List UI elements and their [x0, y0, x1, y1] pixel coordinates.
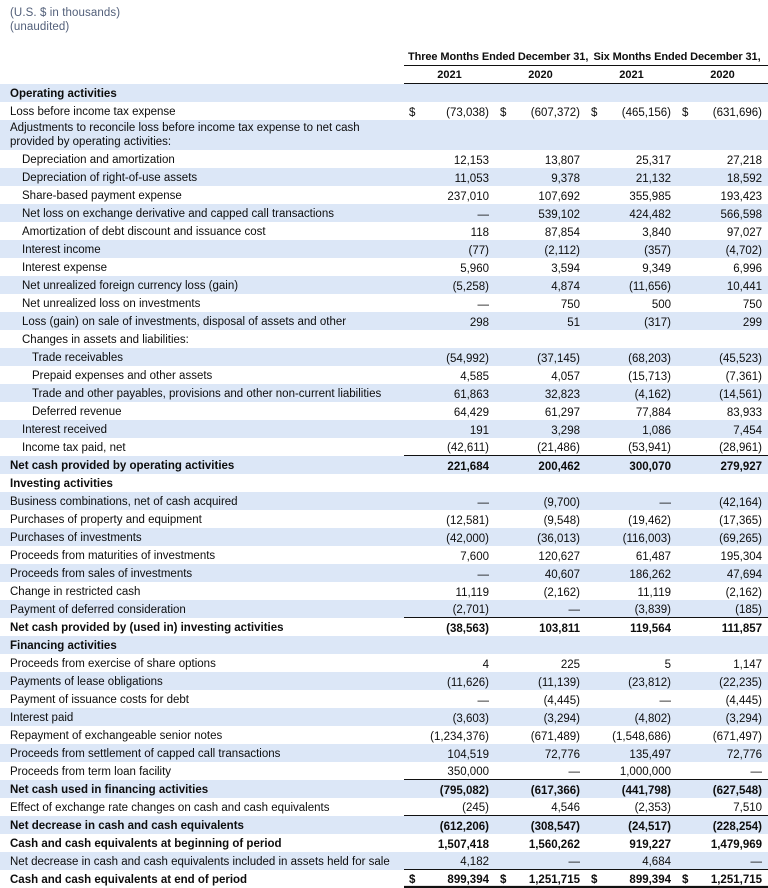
subtotal-label: Net cash used in financing activities: [0, 780, 404, 798]
value-cell: (795,082): [404, 780, 495, 798]
value-cell: 539,102: [495, 204, 586, 222]
table-row: [0, 618, 768, 636]
value-cell: 424,482: [586, 204, 677, 222]
row-label: Depreciation and amortization: [22, 153, 175, 166]
table-row: [0, 762, 768, 780]
row-label: Deferred revenue: [32, 405, 122, 418]
value-cell: (45,523): [677, 348, 768, 366]
value-cell: [495, 330, 586, 348]
table-row: [0, 258, 768, 276]
value-cell: 77,884: [635, 406, 671, 419]
table-row: [0, 708, 768, 726]
value-cell: (21,486): [537, 442, 580, 454]
value-cell: 195,304: [720, 550, 763, 563]
value-cell: 3,840: [642, 226, 671, 239]
value-cell: 191: [404, 420, 495, 438]
value-cell: $ 899,394: [586, 870, 677, 888]
value-cell: $ (631,696): [677, 102, 768, 120]
value-cell: 500: [651, 298, 671, 311]
value-cell: 350,000: [447, 766, 489, 778]
table-row: [0, 492, 768, 510]
currency-symbol: $: [409, 874, 416, 886]
table-row: [0, 528, 768, 546]
value-cell: (54,992): [404, 348, 495, 366]
header-year-row: [0, 66, 768, 84]
value-cell: (11,139): [495, 672, 586, 690]
value-cell: [495, 84, 586, 102]
row-label: Interest expense: [22, 261, 108, 274]
row-label: Interest received: [0, 420, 404, 438]
table-row: [0, 102, 768, 120]
value-cell: 107,692: [538, 190, 580, 203]
value-cell: (42,164): [677, 492, 768, 510]
value-cell: (3,294): [495, 708, 586, 726]
row-label: Payment of issuance costs for debt: [10, 693, 189, 706]
value-cell: $ (465,156): [586, 102, 677, 120]
table-row: [0, 726, 768, 744]
table-row: [0, 384, 768, 402]
value-cell: (116,003): [586, 528, 677, 546]
value-cell: (22,235): [677, 672, 768, 690]
currency-symbol: $: [500, 106, 507, 119]
value-cell: 4,684: [586, 852, 677, 870]
value-cell: 11,119: [637, 586, 671, 599]
row-label: Proceeds from term loan facility: [10, 765, 172, 778]
total-label: Cash and cash equivalents at end of period: [10, 873, 248, 886]
value-cell: [677, 120, 768, 150]
value-cell: [677, 636, 768, 654]
table-row: [0, 330, 768, 348]
table-row: [0, 600, 768, 618]
header-group-six-months: Six Months Ended December 31,: [586, 48, 768, 66]
subtotal-label: Net cash provided by operating activities: [0, 456, 404, 474]
value-cell: [495, 120, 586, 150]
cash-flow-table: [0, 48, 768, 888]
table-row: [0, 222, 768, 240]
value-cell: 279,927: [677, 456, 768, 474]
value-cell: (441,798): [586, 780, 677, 798]
value-cell: 47,694: [677, 564, 768, 582]
value-cell: (357): [586, 240, 677, 258]
row-label: Change in restricted cash: [10, 585, 141, 598]
row-label: Payment of deferred consideration: [0, 600, 404, 618]
value-cell: —: [404, 204, 495, 222]
value-cell: (612,206): [404, 816, 495, 834]
value-cell: 6,996: [733, 262, 763, 275]
value-cell: (37,145): [495, 348, 586, 366]
value-cell: [677, 84, 768, 102]
table-row: [0, 564, 768, 582]
value-cell: 4,585: [460, 370, 489, 383]
value-cell: 200,462: [495, 456, 586, 474]
currency-symbol: $: [409, 106, 416, 119]
header-spacer-2: [0, 66, 404, 84]
header-group-three-months: Three Months Ended December 31,: [404, 48, 586, 66]
value-cell: $ 1,251,715: [677, 870, 768, 888]
table-row: [0, 456, 768, 474]
value-cell: 72,776: [677, 744, 768, 762]
value-cell: [586, 636, 677, 654]
table-row: [0, 276, 768, 294]
value-cell: —: [477, 694, 489, 707]
value-cell: (42,000): [404, 528, 495, 546]
value-cell: (53,941): [628, 442, 671, 454]
value-cell: 5,960: [460, 262, 489, 275]
value-cell: (19,462): [628, 514, 671, 527]
value-cell: —: [404, 564, 495, 582]
value-cell: 1,147: [733, 658, 763, 671]
value-cell: 61,297: [544, 406, 580, 419]
value-cell: (1,234,376): [430, 730, 489, 743]
value-cell: 11,053: [404, 168, 495, 186]
value-cell: (228,254): [677, 816, 768, 834]
value-cell: $ 1,251,715: [495, 870, 586, 888]
value-cell: 4,057: [551, 370, 580, 383]
value-cell: (23,812): [586, 672, 677, 690]
value-cell: 72,776: [495, 744, 586, 762]
value-cell: (9,700): [495, 492, 586, 510]
table-row: [0, 852, 768, 870]
table-row: [0, 834, 768, 852]
value-cell: 21,132: [586, 168, 677, 186]
value-cell: 118: [470, 226, 489, 239]
value-cell: (4,802): [586, 708, 677, 726]
value-cell: 83,933: [726, 406, 763, 419]
value-cell: 27,218: [726, 154, 763, 167]
currency-symbol: $: [682, 874, 689, 886]
value-cell: (69,265): [677, 528, 768, 546]
table-row: [0, 780, 768, 798]
value-cell: 104,519: [404, 744, 495, 762]
value-cell: [404, 330, 495, 348]
value-cell: 51: [495, 312, 586, 330]
table-row: [0, 240, 768, 258]
value-cell: 61,487: [635, 550, 671, 563]
row-label: Net loss on exchange derivative and capped call transactions: [0, 204, 404, 222]
value-cell: (4,445): [725, 694, 763, 707]
value-cell: (7,361): [725, 370, 763, 383]
value-cell: (38,563): [404, 618, 495, 636]
value-cell: 9,349: [642, 262, 671, 275]
row-label: Proceeds from settlement of capped call transactions: [0, 744, 404, 762]
value-cell: (627,548): [677, 780, 768, 798]
row-label: Amortization of debt discount and issuance cost: [22, 225, 266, 238]
value-cell: 13,807: [544, 154, 580, 167]
section-header-label: Operating activities: [0, 84, 404, 102]
value-cell: 5: [664, 658, 671, 671]
header-year-q2-2020: 2020: [495, 66, 586, 84]
value-cell: 135,497: [586, 744, 677, 762]
value-cell: [586, 120, 677, 150]
row-label: Prepaid expenses and other assets: [32, 369, 213, 382]
table-row: [0, 366, 768, 384]
header-spacer: [0, 48, 404, 66]
currency-symbol: $: [591, 874, 598, 886]
header-year-q2-2021: 2021: [404, 66, 495, 84]
table-row: [0, 582, 768, 600]
value-cell: 4: [482, 658, 489, 671]
value-cell: 40,607: [495, 564, 586, 582]
value-cell: —: [677, 852, 768, 870]
value-cell: 97,027: [726, 226, 763, 239]
value-cell: (2,353): [634, 802, 671, 814]
row-label: Loss before income tax expense: [10, 105, 176, 118]
value-cell: 300,070: [586, 456, 677, 474]
currency-symbol: $: [682, 106, 689, 119]
row-label: Effect of exchange rate changes on cash and cash equivalents: [10, 801, 330, 814]
row-label: Interest income: [0, 240, 404, 258]
header-group-row: [0, 48, 768, 66]
table-row: [0, 120, 768, 150]
value-cell: 12,153: [453, 154, 489, 167]
subtotal-label: Net cash provided by (used in) investing activities: [10, 621, 284, 634]
value-cell: 1,086: [586, 420, 677, 438]
value-cell: 237,010: [447, 190, 489, 203]
table-row: [0, 636, 768, 654]
subtotal-label: Net decrease in cash and cash equivalents: [0, 816, 404, 834]
row-label: Business combinations, net of cash acquired: [0, 492, 404, 510]
table-header: [0, 48, 768, 84]
value-cell: [586, 84, 677, 102]
value-cell: 4,182: [404, 852, 495, 870]
row-label: Proceeds from maturities of investments: [10, 549, 216, 562]
row-label: Trade and other payables, provisions and other non-current liabilities: [0, 384, 404, 402]
currency-symbol: $: [500, 874, 507, 886]
value-cell: 299: [677, 312, 768, 330]
table-row: [0, 420, 768, 438]
value-cell: (17,365): [719, 514, 763, 527]
value-cell: (4,445): [543, 694, 580, 707]
row-label: Income tax paid, net: [22, 441, 126, 454]
row-label: Repayment of exchangeable senior notes: [10, 729, 223, 742]
value-cell: (1,548,686): [612, 730, 671, 743]
value-cell: (671,497): [712, 730, 763, 743]
value-cell: 355,985: [629, 190, 671, 203]
value-cell: (245): [462, 802, 489, 814]
value-cell: [404, 84, 495, 102]
value-cell: (28,961): [719, 442, 763, 454]
section-header-label: Financing activities: [0, 636, 404, 654]
value-cell: —: [659, 694, 671, 707]
row-label: Net unrealized foreign currency loss (gain): [0, 276, 404, 294]
value-cell: (2,162): [543, 586, 580, 599]
table-row: [0, 672, 768, 690]
value-cell: —: [586, 492, 677, 510]
value-cell: 3,594: [551, 262, 580, 275]
table-row: [0, 438, 768, 456]
table-row: [0, 870, 768, 888]
table-row: [0, 474, 768, 492]
row-label: Loss (gain) on sale of investments, disposal of assets and other: [0, 312, 404, 330]
value-cell: (2,701): [404, 600, 495, 618]
subtotal-label: Cash and cash equivalents at beginning of period: [10, 837, 282, 850]
table-row: [0, 744, 768, 762]
value-cell: 111,857: [677, 618, 768, 636]
value-cell: —: [477, 298, 489, 311]
value-cell: $ (73,038): [404, 102, 495, 120]
table-row: [0, 294, 768, 312]
value-cell: 18,592: [677, 168, 768, 186]
value-cell: 193,423: [720, 190, 763, 203]
value-cell: 10,441: [677, 276, 768, 294]
row-label: Purchases of property and equipment: [10, 513, 202, 526]
value-cell: [404, 474, 495, 492]
table-row: [0, 798, 768, 816]
value-cell: (308,547): [495, 816, 586, 834]
table-row: [0, 312, 768, 330]
value-cell: (68,203): [586, 348, 677, 366]
value-cell: (15,713): [628, 370, 671, 383]
caption-units: (U.S. $ in thousands): [10, 7, 121, 19]
value-cell: 7,600: [460, 550, 489, 563]
table-row: [0, 186, 768, 204]
value-cell: 750: [560, 298, 580, 311]
value-cell: $ (607,372): [495, 102, 586, 120]
currency-symbol: $: [591, 106, 598, 119]
value-cell: 1,479,969: [710, 838, 763, 851]
table-row: [0, 690, 768, 708]
value-cell: (4,162): [586, 384, 677, 402]
table-row: [0, 168, 768, 186]
table-row: [0, 402, 768, 420]
caption-audit-status: (unaudited): [10, 21, 70, 33]
value-cell: (185): [677, 600, 768, 618]
header-year-h1-2021: 2021: [586, 66, 677, 84]
value-cell: 1,507,418: [437, 838, 489, 851]
value-cell: (24,517): [586, 816, 677, 834]
value-cell: —: [404, 492, 495, 510]
value-cell: 1,560,262: [528, 838, 580, 851]
value-cell: (77): [404, 240, 495, 258]
value-cell: (14,561): [677, 384, 768, 402]
value-cell: 7,454: [677, 420, 768, 438]
value-cell: (2,162): [725, 586, 763, 599]
value-cell: (42,611): [447, 442, 489, 454]
value-cell: 1,000,000: [619, 766, 671, 778]
header-year-h1-2020: 2020: [677, 66, 768, 84]
value-cell: 225: [560, 658, 580, 671]
value-cell: [404, 636, 495, 654]
row-label: Trade receivables: [0, 348, 404, 366]
value-cell: 103,811: [495, 618, 586, 636]
value-cell: (617,366): [495, 780, 586, 798]
value-cell: 61,863: [404, 384, 495, 402]
table-row: [0, 150, 768, 168]
value-cell: —: [495, 600, 586, 618]
statement-caption: [0, 0, 768, 34]
table-row: [0, 204, 768, 222]
value-cell: —: [750, 766, 763, 778]
value-cell: 3,298: [495, 420, 586, 438]
value-cell: 87,854: [544, 226, 580, 239]
value-cell: (12,581): [446, 514, 489, 527]
value-cell: 25,317: [635, 154, 671, 167]
value-cell: (11,626): [404, 672, 495, 690]
value-cell: (4,702): [677, 240, 768, 258]
table-row: [0, 546, 768, 564]
table-body: [0, 84, 768, 888]
value-cell: [586, 474, 677, 492]
value-cell: (3,839): [586, 600, 677, 618]
value-cell: 9,378: [495, 168, 586, 186]
value-cell: 4,874: [495, 276, 586, 294]
value-cell: (5,258): [404, 276, 495, 294]
row-label: Payments of lease obligations: [0, 672, 404, 690]
row-label: Depreciation of right-of-use assets: [0, 168, 404, 186]
row-label: Changes in assets and liabilities:: [22, 333, 189, 346]
value-cell: 120,627: [538, 550, 580, 563]
value-cell: 32,823: [495, 384, 586, 402]
value-cell: (3,294): [677, 708, 768, 726]
value-cell: (317): [586, 312, 677, 330]
value-cell: 298: [404, 312, 495, 330]
value-cell: 11,119: [455, 586, 489, 599]
value-cell: (36,013): [495, 528, 586, 546]
table-row: [0, 510, 768, 528]
value-cell: 221,684: [404, 456, 495, 474]
value-cell: [677, 474, 768, 492]
value-cell: [495, 636, 586, 654]
value-cell: 186,262: [586, 564, 677, 582]
table-row: [0, 816, 768, 834]
row-label: Interest paid: [0, 708, 404, 726]
table-row: [0, 654, 768, 672]
value-cell: —: [495, 852, 586, 870]
value-cell: $ 899,394: [404, 870, 495, 888]
row-label: Adjustments to reconcile loss before income tax expense to net cash provided by operating activities:: [0, 120, 404, 150]
row-label: Net decrease in cash and cash equivalents included in assets held for sale: [0, 852, 404, 870]
row-label: Net unrealized loss on investments: [22, 297, 201, 310]
value-cell: (671,489): [530, 730, 580, 743]
value-cell: 566,598: [677, 204, 768, 222]
value-cell: 919,227: [629, 838, 671, 851]
table-row: [0, 348, 768, 366]
value-cell: (2,112): [495, 240, 586, 258]
row-label: Share-based payment expense: [22, 189, 182, 202]
value-cell: [586, 330, 677, 348]
table-row: [0, 84, 768, 102]
value-cell: —: [568, 766, 580, 778]
row-label: Purchases of investments: [0, 528, 404, 546]
row-label: Proceeds from exercise of share options: [10, 657, 216, 670]
value-cell: 4,546: [551, 802, 580, 814]
value-cell: (3,603): [404, 708, 495, 726]
value-cell: 119,564: [586, 618, 677, 636]
value-cell: 64,429: [453, 406, 489, 419]
value-cell: (9,548): [543, 514, 580, 527]
value-cell: [404, 120, 495, 150]
value-cell: 7,510: [733, 802, 763, 814]
value-cell: 750: [742, 298, 763, 311]
value-cell: [677, 330, 768, 348]
section-header-label: Investing activities: [10, 477, 113, 490]
row-label: Proceeds from sales of investments: [0, 564, 404, 582]
value-cell: (11,656): [586, 276, 677, 294]
value-cell: [495, 474, 586, 492]
